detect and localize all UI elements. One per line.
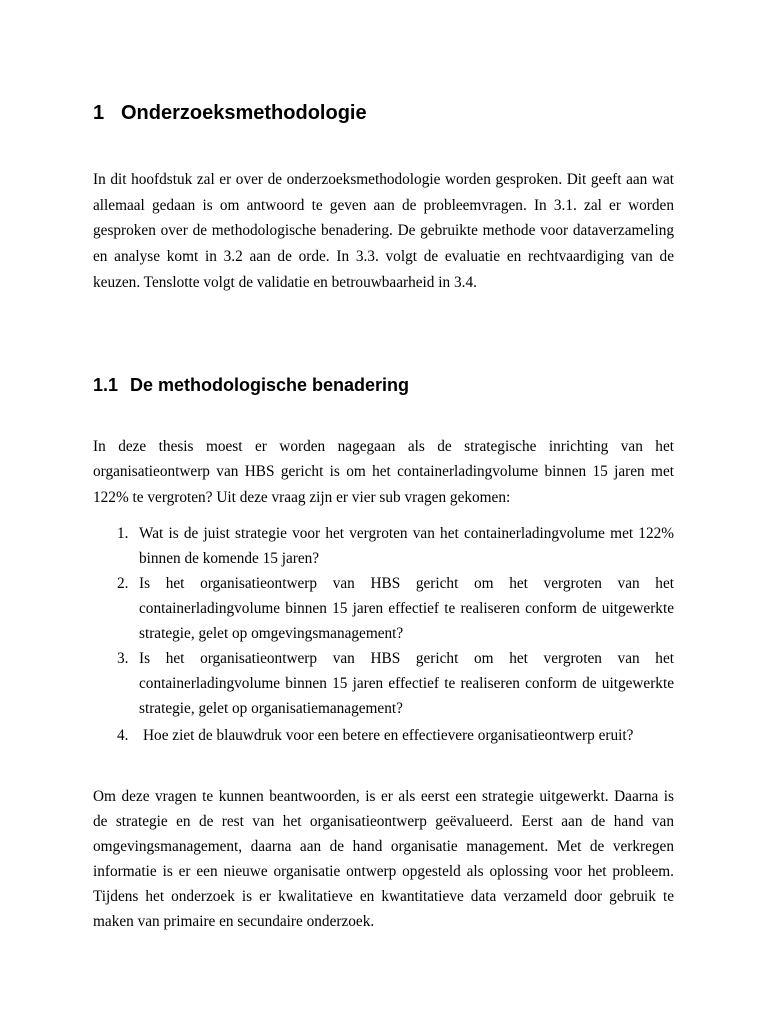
- chapter-title: Onderzoeksmethodologie: [121, 102, 367, 124]
- text-line: Om deze vragen te kunnen beantwoorden, is er als eerst een strategie uitgewerkt. Daarna is: [93, 788, 674, 805]
- list-number: 4.: [117, 727, 129, 744]
- text-line: Hoe ziet de blauwdruk voor een betere en effectievere organisatieontwerp eruit?: [143, 727, 634, 744]
- text-line: en analyse komt in 3.2 aan de orde. In 3.3. volgt de evaluatie en rechtvaardiging van de: [93, 248, 674, 266]
- question-text: [139, 521, 674, 571]
- question-list-item: [117, 521, 674, 571]
- question-text: [139, 723, 674, 748]
- text-line: 122% te vergroten? Uit deze vraag zijn er vier sub vragen gekomen:: [93, 488, 511, 506]
- text-line: Tijdens het onderzoek is er kwalitatieve en kwantitatieve data verzameld door gebruik te: [93, 888, 674, 905]
- text-line: Wat is de juist strategie voor het vergroten van het containerladingvolume met 122%: [139, 525, 674, 542]
- text-line: allemaal gedaan is om antwoord te geven aan de probleemvragen. In 3.1. zal er worden: [93, 196, 674, 214]
- chapter-heading: [93, 101, 367, 125]
- text-line: de strategie en de rest van het organisatieontwerp geëvalueerd. Eerst aan de hand van: [93, 813, 674, 830]
- section-number: 1.1: [93, 375, 119, 395]
- text-line: Is het organisatieontwerp van HBS gericht om het vergroten van het: [139, 575, 674, 592]
- list-number: 3.: [117, 650, 129, 667]
- text-line: Is het organisatieontwerp van HBS gericht om het vergroten van het: [139, 650, 674, 667]
- section-title: De methodologische benadering: [130, 375, 410, 395]
- list-number: 1.: [117, 525, 129, 542]
- question-list-item: [117, 723, 674, 748]
- list-number: 2.: [117, 575, 129, 592]
- text-line: gesproken over de methodologische benadering. De gebruikte methode voor dataverzameling: [93, 222, 674, 240]
- question-text: [139, 571, 674, 647]
- section-paragraph: [93, 434, 674, 510]
- text-line: In deze thesis moest er worden nagegaan als de strategische inrichting van het: [93, 438, 674, 455]
- text-line: organisatieontwerp van HBS gericht is om het containerladingvolume binnen 15 jaren met: [93, 463, 674, 481]
- chapter-number: 1: [93, 102, 105, 124]
- conclusion-paragraph: [93, 784, 674, 934]
- text-line: keuzen. Tenslotte volgt de validatie en betrouwbaarheid in 3.4.: [93, 273, 477, 291]
- text-line: binnen de komende 15 jaren?: [139, 550, 320, 568]
- text-line: strategie, gelet op omgevingsmanagement?: [139, 625, 404, 643]
- question-list-item: [117, 646, 674, 722]
- text-line: In dit hoofdstuk zal er over de onderzoeksmethodologie worden gesproken. Dit geeft aan wat: [93, 171, 674, 188]
- question-text: [139, 646, 674, 722]
- text-line: strategie, gelet op organisatiemanagement?: [139, 700, 403, 718]
- text-line: containerladingvolume binnen 15 jaren effectief te realiseren conform de uitgewerkte: [139, 675, 674, 693]
- text-line: informatie is er een nieuwe organisatie ontwerp opgesteld als oplossing voor het probleem.: [93, 863, 674, 880]
- section-heading: [93, 374, 409, 396]
- question-list-item: [117, 571, 674, 647]
- text-line: containerladingvolume binnen 15 jaren effectief te realiseren conform de uitgewerkte: [139, 600, 674, 618]
- text-line: maken van primaire en secundaire onderzoek.: [93, 913, 375, 930]
- text-line: omgevingsmanagement, daarna aan de hand organisatie management. Met de verkregen: [93, 838, 674, 855]
- intro-paragraph: [93, 167, 674, 296]
